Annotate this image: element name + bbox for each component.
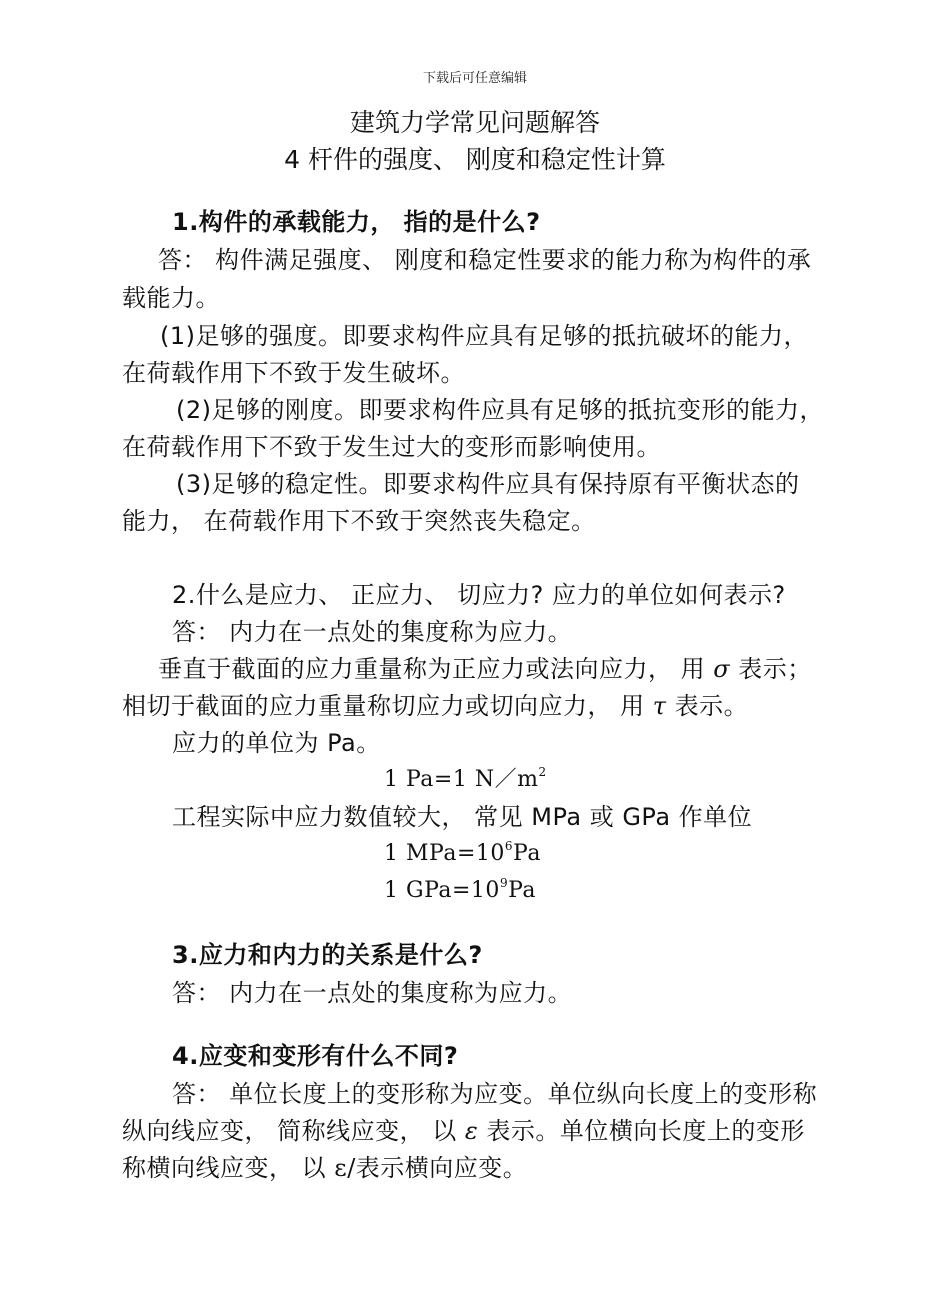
answer-4-line-3-suffix: 表示横向应变。 [355, 1154, 528, 1182]
answer-4-line-2-text: 纵向线应变， 简称线应变， 以 [122, 1117, 465, 1145]
answer-4-line-2-suffix: 表示。单位横向长度上的变形 [478, 1117, 805, 1145]
epsilon-symbol: ε [464, 1117, 479, 1145]
answer-4-line-1: 答： 单位长度上的变形称为应变。单位纵向长度上的变形称 [172, 1080, 818, 1108]
item-1-line-2: 在荷载作用下不致于发生破坏。 [122, 359, 465, 387]
normal-stress-text: 垂直于截面的应力重量称为正应力或法向应力， 用 [158, 655, 714, 683]
answer-4-line-3-text: 称横向线应变， 以 [122, 1154, 335, 1182]
item-2-line-2: 在荷载作用下不致于发生过大的变形而影响使用。 [122, 433, 661, 461]
item-3-line-1: (3)足够的稳定性。即要求构件应具有保持原有平衡状态的 [176, 470, 800, 498]
answer-1-line-2: 载能力。 [122, 284, 220, 312]
equation-mpa [384, 838, 541, 870]
question-4: 4.应变和变形有什么不同? [172, 1042, 459, 1070]
unit-line: 应力的单位为 Pa。 [172, 729, 381, 757]
shear-stress-suffix: 表示。 [666, 692, 749, 720]
item-2-line-1: (2)足够的刚度。即要求构件应具有足够的抵抗变形的能力， [176, 396, 824, 424]
epsilon-prime-symbol: ε/ [334, 1154, 356, 1182]
chapter-subtitle: 4 杆件的强度、 刚度和稳定性计算 [284, 145, 666, 174]
equation-mpa-unit: Pa [513, 841, 541, 866]
normal-stress-suffix: 表示； [730, 655, 812, 683]
answer-1-line-1: 答： 构件满足强度、 刚度和稳定性要求的能力称为构件的承 [158, 246, 812, 274]
question-2: 2.什么是应力、 正应力、 切应力? 应力的单位如何表示? [172, 581, 786, 609]
question-3: 3.应力和内力的关系是什么? [172, 941, 483, 969]
equation-pa-exponent: 2 [538, 765, 547, 779]
equation-pa [384, 764, 547, 796]
answer-3: 答： 内力在一点处的集度称为应力。 [172, 979, 573, 1007]
item-3-line-2: 能力， 在荷载作用下不致于突然丧失稳定。 [122, 507, 596, 535]
equation-pa-text: 1 Pa=1 N／m [384, 767, 539, 792]
question-1: 1.构件的承载能力， 指的是什么? [172, 208, 541, 236]
normal-stress-line [158, 653, 812, 685]
practice-line: 工程实际中应力数值较大， 常见 MPa 或 GPa 作单位 [172, 803, 753, 831]
item-1-line-1: (1)足够的强度。即要求构件应具有足够的抵抗破坏的能力， [160, 322, 808, 350]
equation-gpa-unit: Pa [508, 878, 537, 903]
answer-2-line-1: 答： 内力在一点处的集度称为应力。 [172, 618, 573, 646]
answer-4-line-3 [122, 1152, 527, 1184]
equation-gpa-exponent: 9 [499, 876, 509, 890]
equation-gpa [384, 875, 536, 907]
equation-gpa-text: 1 GPa=10 [384, 878, 500, 903]
tau-symbol: τ [652, 692, 667, 720]
equation-mpa-exponent: 6 [504, 839, 514, 853]
watermark: 下载后可任意编辑 [422, 71, 527, 86]
answer-4-line-2 [122, 1115, 805, 1147]
shear-stress-text: 相切于截面的应力重量称切应力或切向应力， 用 [122, 692, 653, 720]
sigma-symbol: σ [713, 655, 731, 683]
shear-stress-line [122, 690, 748, 722]
equation-mpa-text: 1 MPa=10 [384, 841, 505, 866]
document-title: 建筑力学常见问题解答 [349, 108, 600, 137]
